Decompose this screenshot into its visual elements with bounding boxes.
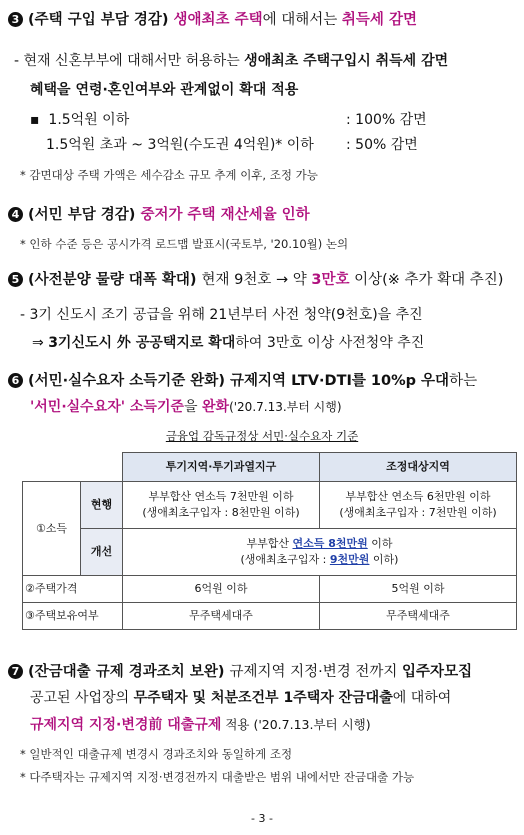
section-7-note-2: * 다주택자는 규제지역 지정·변경전까지 대출받은 범위 내에서만 잔금대출 가능: [20, 770, 415, 784]
table-row-price: [23, 576, 517, 603]
row-label-improved: 개선: [81, 529, 123, 576]
row-label-current: 현행: [81, 482, 123, 529]
row-label-income: ①소득: [23, 482, 81, 576]
table-caption: 금융업 감독규정상 서민·실수요자 기준: [165, 429, 359, 443]
section-7-note-1: * 일반적인 대출규제 변경시 경과조치와 동일하게 조정: [20, 747, 293, 761]
circled-number-5: 5: [8, 272, 23, 287]
ownership-adjustment-cell: 무주택세대주: [320, 603, 517, 630]
section-3-bullet-2: 1.5억원 초과 ~ 3억원(수도권 4억원)* 이하: [46, 137, 314, 153]
section-5-line-1: - 3기 신도시 조기 공급을 위해 21년부터 사전 청약(9천호)을 추진: [20, 307, 423, 323]
row-label-ownership: ③주택보유여부: [23, 603, 123, 630]
column-header-adjustment-area: 조정대상지역: [320, 453, 517, 482]
section-7-line-2: 공고된 사업장의 무주택자 및 처분조건부 1주택자 잔금대출에 대하여: [30, 690, 452, 706]
current-speculation-cell: 부부합산 연소득 7천만원 이하 (생애최초구입자 : 8천만원 이하): [123, 482, 320, 529]
circled-number-4: 4: [8, 207, 23, 222]
table-header-row: [23, 453, 517, 482]
section-3-heading: 3 (주택 구입 부담 경감) 생애최초 주택에 대해서는 취득세 감면: [8, 8, 417, 29]
section-3-line-2: 혜택을 연령·혼인여부와 관계없이 확대 적용: [30, 82, 299, 98]
section-3-bullet-1-value: : 100% 감면: [346, 112, 427, 128]
table-corner-cell: [23, 453, 123, 482]
improved-cell: 부부합산 연소득 8천만원 이하 (생애최초구입자 : 9천만원 이하): [123, 529, 517, 576]
section-7-line-3: 규제지역 지정·변경前 대출규제 적용 ('20.7.13.부터 시행): [30, 717, 371, 733]
income-criteria-table: [22, 452, 517, 630]
table-row-income-current: [23, 482, 517, 529]
section-6-heading: 6 (서민·실수요자 소득기준 완화) 규제지역 LTV·DTI를 10%p 우대하는: [8, 369, 477, 390]
current-adjustment-cell: 부부합산 연소득 6천만원 이하 (생애최초구입자 : 7천만원 이하): [320, 482, 517, 529]
circled-number-6: 6: [8, 373, 23, 388]
price-speculation-cell: 6억원 이하: [123, 576, 320, 603]
section-5-line-2: ⇒ 3기신도시 外 공공택지로 확대하여 3만호 이상 사전청약 추진: [32, 335, 425, 351]
ownership-speculation-cell: 무주택세대주: [123, 603, 320, 630]
table-row-ownership: [23, 603, 517, 630]
section-6-line-2: '서민·실수요자' 소득기준을 완화('20.7.13.부터 시행): [30, 399, 342, 415]
section-4-heading: 4 (서민 부담 경감) 중저가 주택 재산세율 인하: [8, 203, 310, 224]
row-label-price: ②주택가격: [23, 576, 123, 603]
section-7-heading: 7 (잔금대출 규제 경과조치 보완) 규제지역 지정·변경 전까지 입주자모집: [8, 660, 472, 681]
section-3-note: * 감면대상 주택 가액은 세수감소 규모 추계 이후, 조정 가능: [20, 168, 318, 182]
page-number: - 3 -: [251, 812, 273, 825]
circled-number-7: 7: [8, 664, 23, 679]
section-5-heading: 5 (사전분양 물량 대폭 확대) 현재 9천호 → 약 3만호 이상(※ 추가 확대 추진): [8, 268, 503, 289]
circled-number-3: 3: [8, 12, 23, 27]
price-adjustment-cell: 5억원 이하: [320, 576, 517, 603]
section-4-note: * 인하 수준 등은 공시가격 로드맵 발표시(국토부, '20.10월) 논의: [20, 237, 349, 251]
section-3-line-1: - 현재 신혼부부에 대해서만 허용하는 생애최초 주택구입시 취득세 감면: [14, 53, 449, 69]
table-row-income-improved: [23, 529, 517, 576]
column-header-speculation-area: 투기지역·투기과열지구: [123, 453, 320, 482]
section-3-bullet-1: ▪ 1.5억원 이하: [30, 112, 130, 128]
section-3-bullet-2-value: : 50% 감면: [346, 137, 418, 153]
